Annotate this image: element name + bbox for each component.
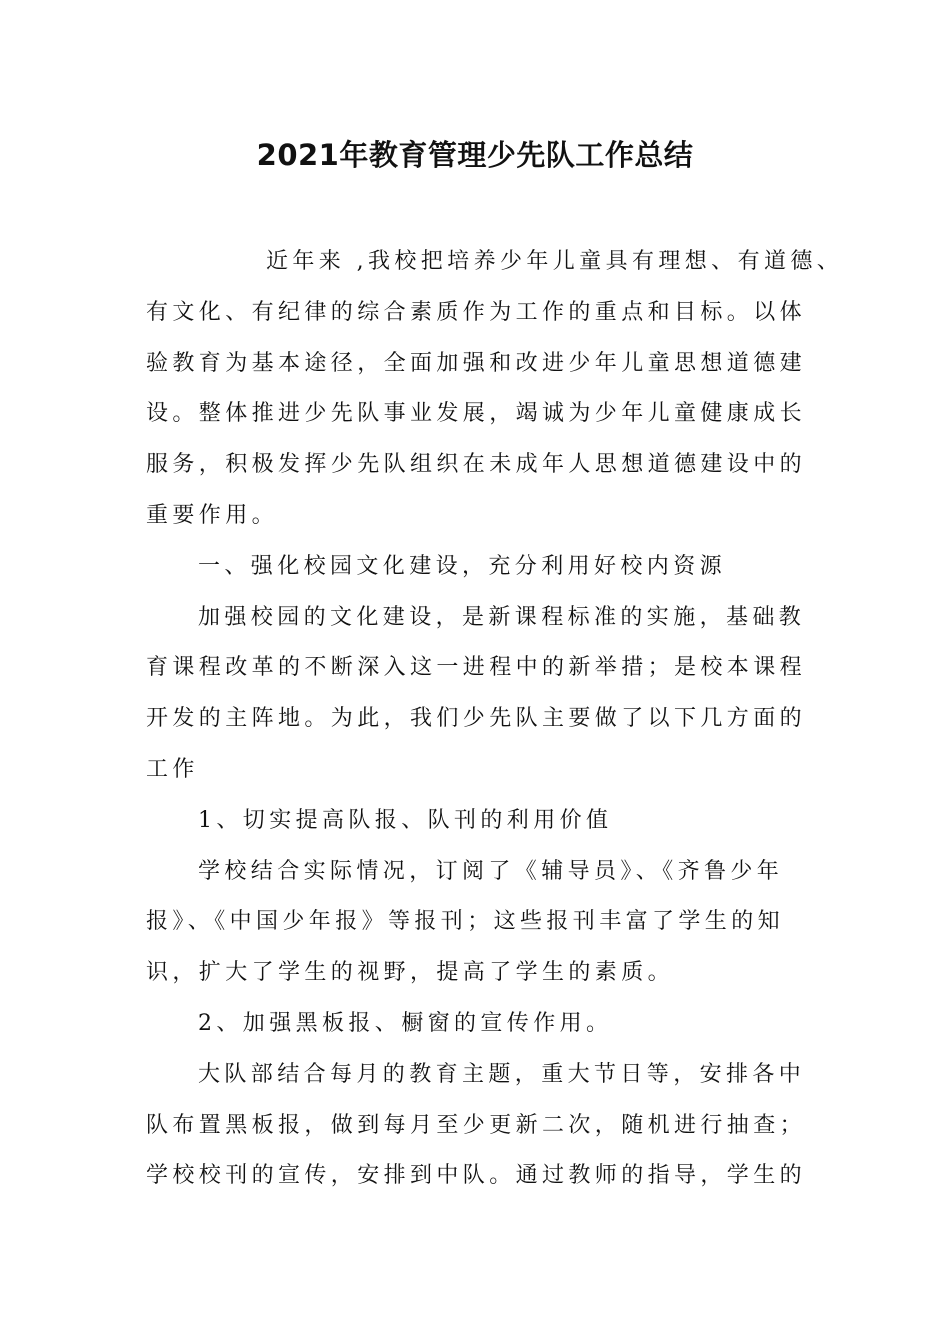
paragraph-line: 学校结合实际情况，订阅了《辅导员》、《齐鲁少年: [198, 858, 784, 884]
paragraph-line: 有文化、有纪律的综合素质作为工作的重点和目标。以体: [146, 299, 807, 325]
subsection-heading: 1、切实提高队报、队刊的利用价值: [198, 807, 613, 833]
paragraph-line: 育课程改革的不断深入这一进程中的新举措；是校本课程: [146, 655, 807, 681]
document-title: 2021年教育管理少先队工作总结: [256, 138, 694, 172]
paragraph-line: 识，扩大了学生的视野，提高了学生的素质。: [146, 960, 675, 986]
paragraph-line: 队布置黑板报，做到每月至少更新二次，随机进行抽查；: [146, 1112, 807, 1138]
paragraph-line: 设。整体推进少先队事业发展，竭诚为少年儿童健康成长: [146, 401, 807, 427]
paragraph-line: 大队部结合每月的教育主题，重大节日等，安排各中: [198, 1061, 806, 1087]
section-heading: 一、强化校园文化建设，充分利用好校内资源: [198, 553, 727, 579]
paragraph-line: 学校校刊的宣传，安排到中队。通过教师的指导，学生的: [146, 1163, 807, 1189]
paragraph-line: 开发的主阵地。为此，我们少先队主要做了以下几方面的: [146, 706, 807, 732]
paragraph-line: 工作: [146, 756, 199, 782]
document-body: [146, 237, 844, 1202]
paragraph-line: 重要作用。: [146, 502, 279, 528]
subsection-heading: 2、加强黑板报、橱窗的宣传作用。: [198, 1010, 613, 1036]
paragraph-line: 加强校园的文化建设，是新课程标准的实施，基础教: [198, 604, 806, 630]
paragraph-line: 报》、《中国少年报》等报刊；这些报刊丰富了学生的知: [146, 909, 785, 935]
paragraph-line: 服务，积极发挥少先队组织在未成年人思想道德建设中的: [146, 452, 807, 478]
paragraph-line: 近年来 ,我校把培养少年儿童具有理想、有道德、: [266, 249, 844, 274]
paragraph-line: 验教育为基本途径，全面加强和改进少年儿童思想道德建: [146, 350, 807, 376]
